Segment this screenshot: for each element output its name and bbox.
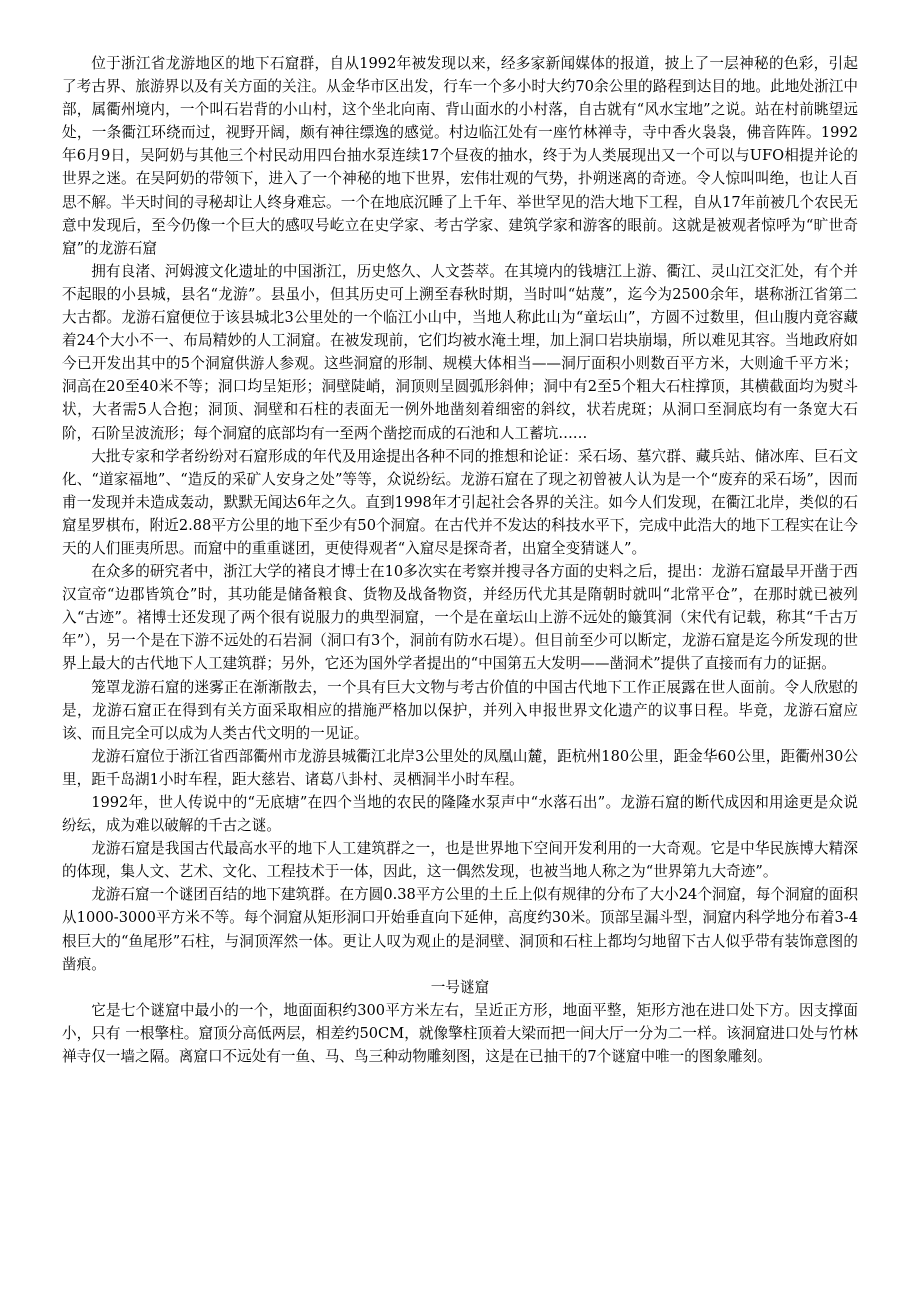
paragraph: 龙游石窟是我国古代最高水平的地下人工建筑群之一，也是世界地下空间开发利用的一大奇观。它是中华民族博大精深的体现，集人文、艺术、文化、工程技术于一体，因此，这一偶然发现，也被当地人称之为“世界第九大奇迹”。 — [62, 840, 858, 881]
paragraph: 1992年，世人传说中的“无底塘”在四个当地的农民的隆隆水泵声中“水落石出”。龙游石窟的断代成因和用途更是众说纷纭，成为难以破解的千古之谜。 — [62, 794, 858, 835]
section-heading: 一号谜窟 — [430, 978, 490, 996]
document-body — [62, 52, 858, 1068]
paragraph: 笼罩龙游石窟的迷雾正在渐渐散去，一个具有巨大文物与考古价值的中国古代地下工作正展露在世人面前。令人欣慰的是，龙游石窟正在得到有关方面采取相应的措施严格加以保护，并列入申报世界文化遗产的议事日程。毕竟，龙游石窟应该、而且完全可以成为人类古代文明的一见证。 — [62, 678, 858, 742]
paragraph: 它是七个谜窟中最小的一个，地面面积约300平方米左右，呈近正方形，地面平整，矩形方池在进口处下方。因支撑面小，只有 一根擎柱。窟顶分高低两层，相差约50CM，就像擎柱顶着大梁而把一间大厅一分为二一样。该洞窟进口处与竹林禅寺仅一墙之隔。离窟口不远处有一鱼、马、鸟三种动物雕刻图，这是在已抽干的7个谜窟中唯一的图象雕刻。 — [62, 1001, 858, 1066]
paragraph: 拥有良渚、河姆渡文化遗址的中国浙江，历史悠久、人文荟萃。在其境内的钱塘江上游、衢江、灵山江交汇处，有个并不起眼的小县城，县名“龙游”。县虽小，但其历史可上溯至春秋时期，当时叫“姑蔑”，迄今为2500余年，堪称浙江省第二大古都。龙游石窟便位于该县城北3公里处的一个临江小山中，当地人称此山为“童坛山”，方圆不过数里，但山腹内竟容藏着24个大小不一、布局精妙的人工洞窟。在被发现前，它们均被水淹土埋，加上洞口岩块崩塌，所以难见其容。当地政府如今已开发出其中的5个洞窟供游人参观。这些洞窟的形制、规模大体相当——洞厅面积小则数百平方米，大则逾千平方米；洞高在20至40米不等；洞口均呈矩形；洞壁陡峭，洞顶则呈圆弧形斜伸；洞中有2至5个粗大石柱撑顶，其横截面均为熨斗状，大者需5人合抱；洞顶、洞壁和石柱的表面无一例外地凿刻着细密的斜纹，状若虎斑；从洞口至洞底均有一条宽大石阶，石阶呈波流形；每个洞窟的底部均有一至两个凿挖而成的石池和人工蓄坑…… — [62, 262, 858, 442]
paragraph: 龙游石窟位于浙江省西部衢州市龙游县城衢江北岸3公里处的凤凰山麓，距杭州180公里，距金华60公里，距衢州30公里，距千岛湖1小时车程，距大慈岩、诸葛八卦村、灵栖洞半小时车程。 — [62, 747, 858, 788]
paragraph: 大批专家和学者纷纷对石窟形成的年代及用途提出各种不同的推想和论证：采石场、墓穴群、藏兵站、储冰库、巨石文化、“道家福地”、“造反的采矿人安身之处”等等，众说纷纭。龙游石窟在了现之初曾被人认为是一个“废弃的采石场”，因而甫一发现并未造成轰动，默默无闻达6年之久。直到1998年才引起社会各界的关注。如今人们发现，在衢江北岸，类似的石窟星罗棋布，附近2.88平方公里的地下至少有50个洞窟。在古代并不发达的科技水平下，完成中此浩大的地下工程实在让今天的人们匪夷所思。而窟中的重重谜团，更使得观者“入窟尽是探奇者，出窟全变猜谜人”。 — [62, 447, 858, 557]
paragraph: 龙游石窟一个谜团百结的地下建筑群。在方圆0.38平方公里的土丘上似有规律的分布了大小24个洞窟，每个洞窟的面积从1000-3000平方米不等。每个洞窟从矩形洞口开始垂直向下延伸，高度约30米。顶部呈漏斗型，洞窟内科学地分布着3-4根巨大的“鱼尾形”石柱，与洞顶浑然一体。更让人叹为观止的是洞壁、洞顶和石柱上都均匀地留下古人似乎带有装饰意图的凿痕。 — [62, 886, 858, 973]
paragraph: 位于浙江省龙游地区的地下石窟群，自从1992年被发现以来，经多家新闻媒体的报道，披上了一层神秘的色彩，引起了考古界、旅游界以及有关方面的关注。从金华市区出发，行车一个多小时大约70余公里的路程到达目的地。此地处浙江中部，属衢州境内，一个叫石岩背的小山村，这个坐北向南、背山面水的小村落，自古就有“风水宝地”之说。站在村前眺望远处，一条衢江环绕而过，视野开阔，颇有神往缥逸的感觉。村边临江处有一座竹林禅寺，寺中香火袅袅，佛音阵阵。1992年6月9日，吴阿奶与其他三个村民动用四台抽水泵连续17个昼夜的抽水，终于为人类展现出又一个可以与UFO相提并论的世界之迷。在吴阿奶的带领下，进入了一个神秘的地下世界，宏伟壮观的气势，扑朔迷离的奇迹。令人惊叫叫绝，也让人百思不解。半天时间的寻秘却让人终身难忘。一个在地底沉睡了上千年、举世罕见的浩大地下工程，自从17年前被几个农民无意中发现后，至今仍像一个巨大的感叹号屹立在史学家、考古学家、建筑学家和游客的眼前。这就是被观者惊呼为“旷世奇窟”的龙游石窟 — [62, 55, 858, 257]
paragraph: 在众多的研究者中，浙江大学的褚良才博士在10多次实在考察并搜寻各方面的史料之后，提出：龙游石窟最早开凿于西汉宣帝“边郡皆筑仓”时，其功能是储备粮食、货物及战备物资，并经历代尤其是隋朝时就叫“北常平仓”，在那时就已被列入“古迹”。褚博士还发现了两个很有说服力的典型洞窟，一个是在童坛山上游不远处的簸箕洞（宋代有记载，称其“千古万年”），另一个是在下游不远处的石岩洞（洞口有3个，洞前有防水石堤）。但目前至少可以断定，龙游石窟是迄今所发现的世界上最大的古代地下人工建筑群；另外，它还为国外学者提出的“中国第五大发明——凿洞术”提供了直接而有力的证据。 — [62, 563, 858, 673]
